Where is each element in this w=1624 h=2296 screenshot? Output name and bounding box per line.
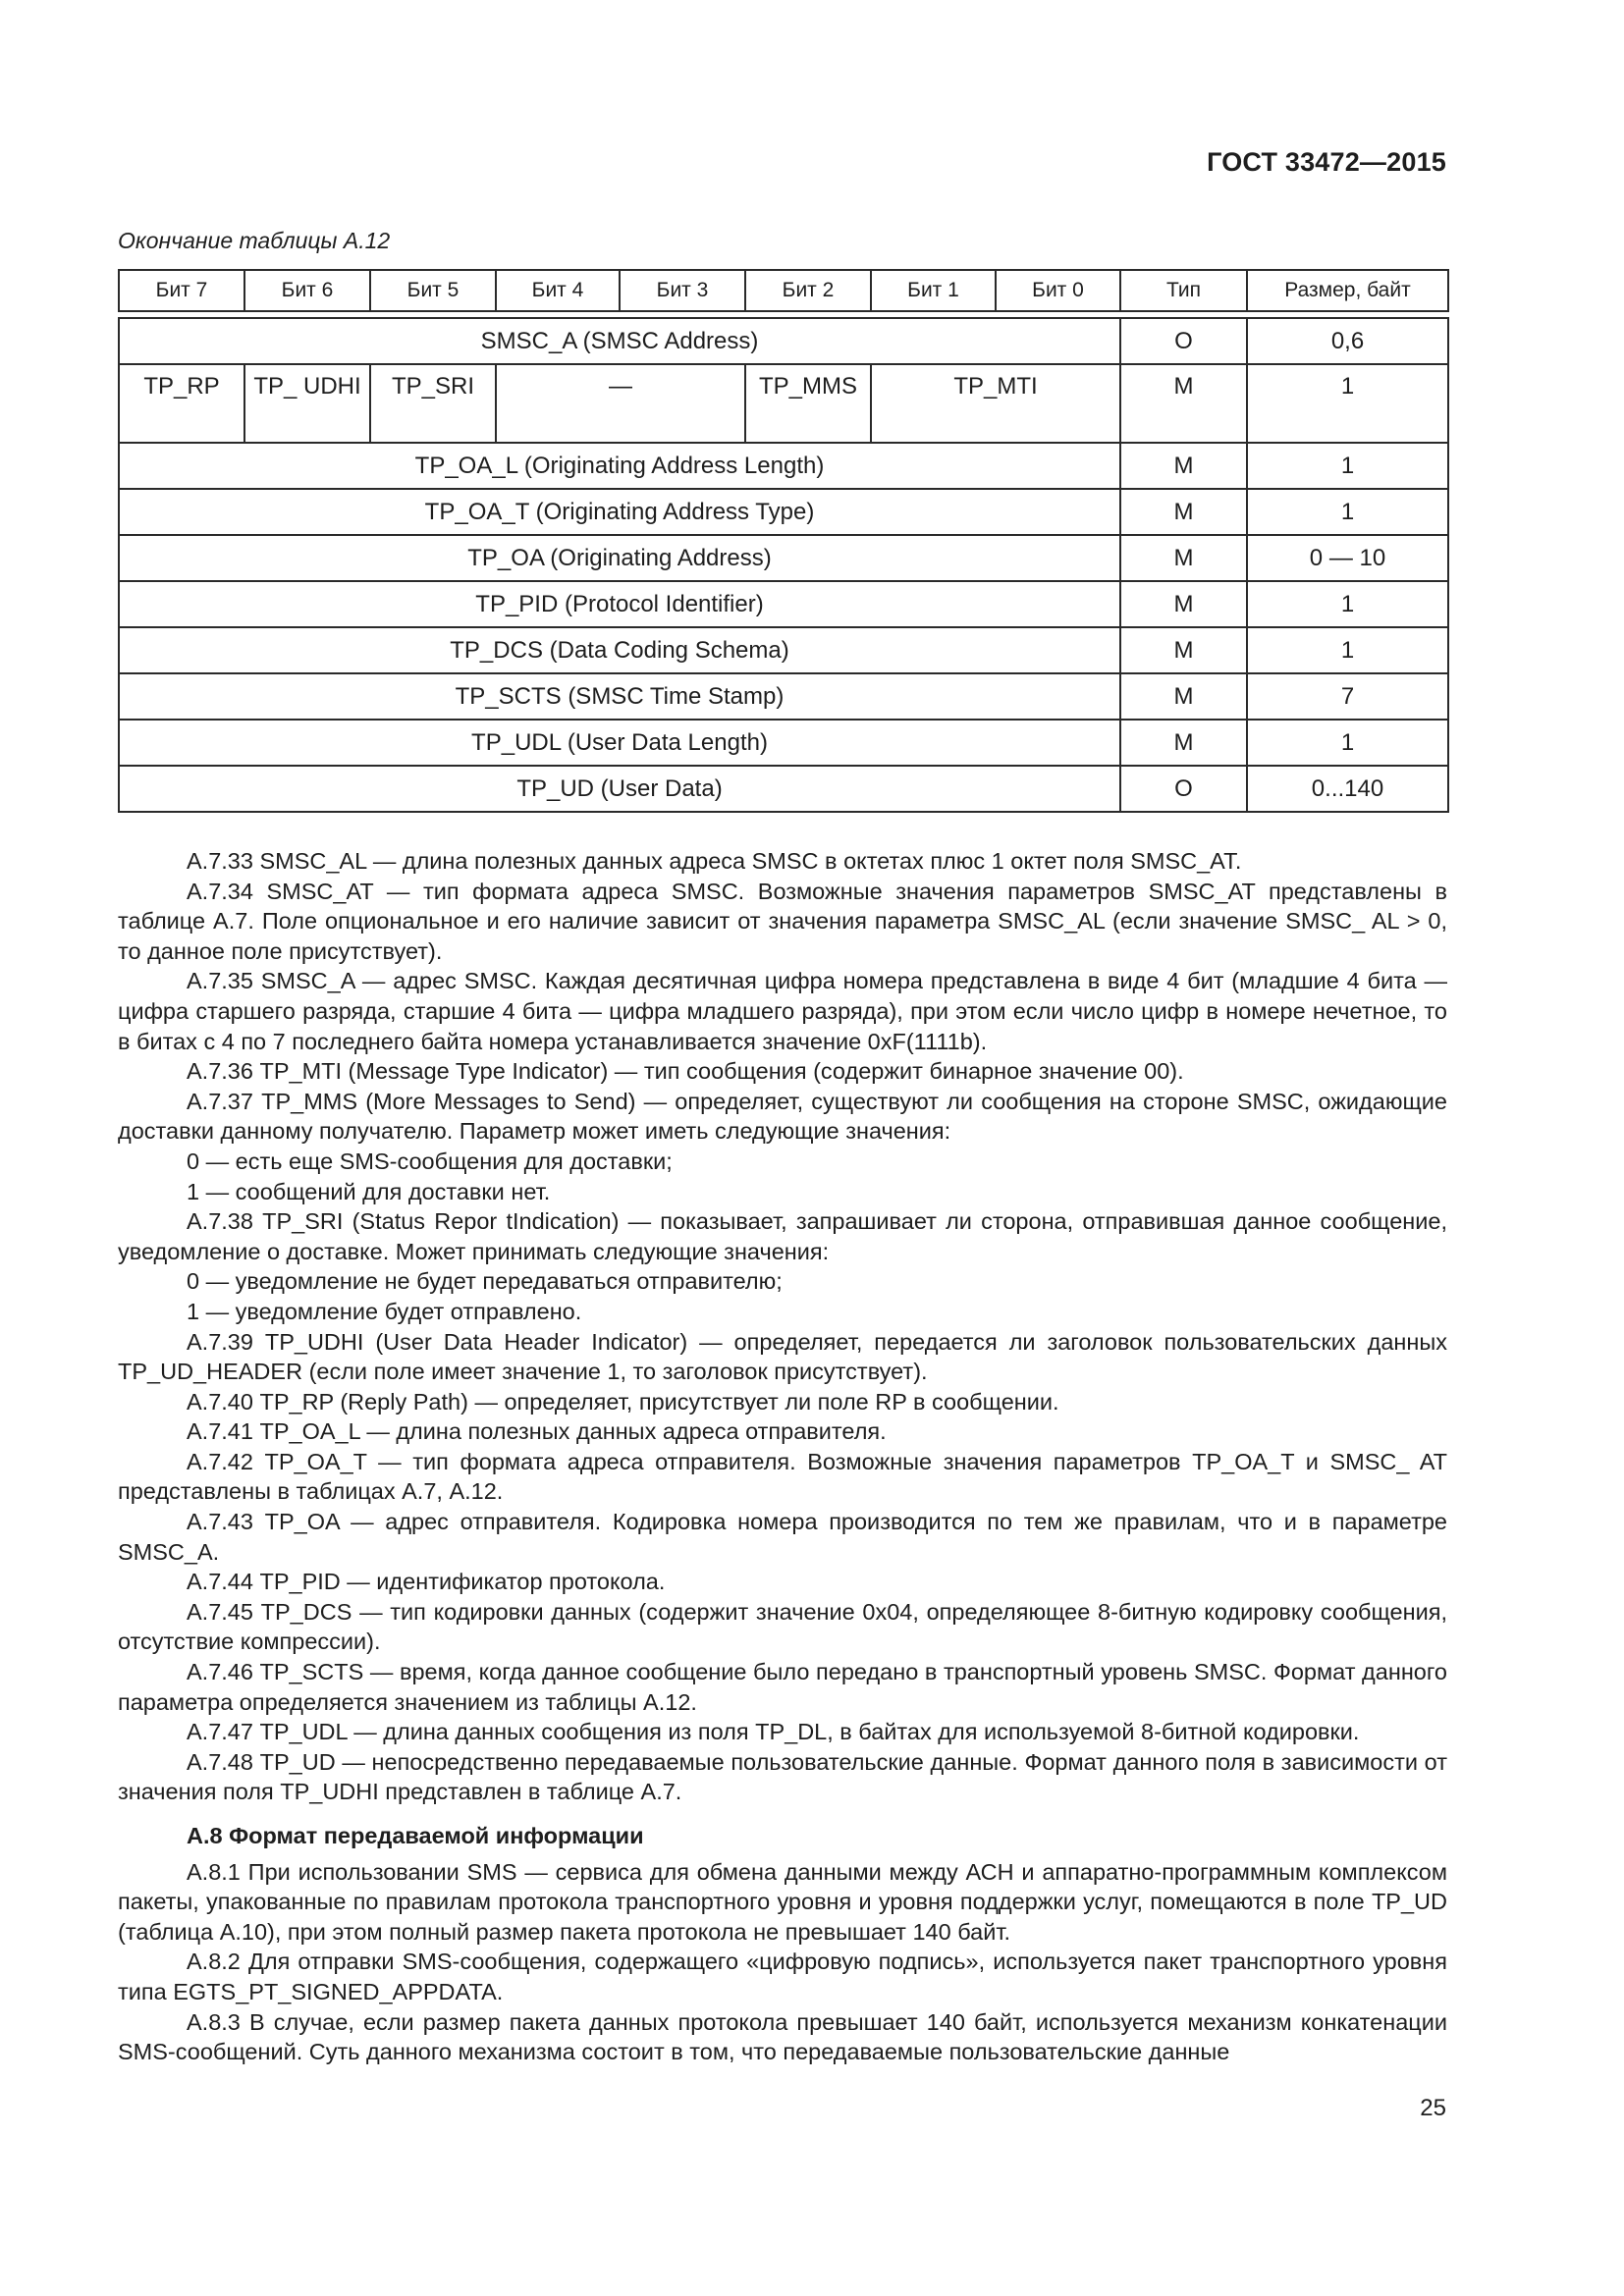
field-cell: TP_UD (User Data) (119, 766, 1120, 812)
table-header-row (119, 270, 1448, 311)
table-row (119, 535, 1448, 581)
field-cell: TP_SCTS (SMSC Time Stamp) (119, 673, 1120, 720)
header-cell: Размер, байт (1247, 270, 1448, 311)
field-cell: TP_OA (Originating Address) (119, 535, 1120, 581)
type-cell: O (1120, 318, 1247, 364)
size-cell: 1 (1247, 581, 1448, 627)
table-header-separator (119, 311, 1448, 318)
size-cell: 0...140 (1247, 766, 1448, 812)
table-row (119, 720, 1448, 766)
page-number: 25 (1420, 2095, 1446, 2121)
size-cell: 1 (1247, 364, 1448, 443)
paragraph-a7-35: А.7.35 SMSC_A — адрес SMSC. Каждая десятичная цифра номера представлена в виде 4 бит (младшие 4 бита — цифра старшего разряда, старшие 4 бита — цифра младшего разряда), при этом если число цифр в номере нечетное, то в битах с 4 по 7 последнего байта номера устанавливается значение 0xF(1111b). (118, 968, 1447, 1054)
paragraph-a7-48: А.7.48 TP_UD — непосредственно передаваемые пользовательские данные. Формат данного поля в зависимости от значения поля TP_UDHI представлен в таблице А.7. (118, 1748, 1447, 1805)
type-cell: M (1120, 364, 1247, 443)
table-caption: Окончание таблицы А.12 (118, 228, 391, 253)
list-item: 0 — уведомление не будет передаваться отправителю; (187, 1268, 783, 1295)
paragraph-a7-43: А.7.43 TP_OA — адрес отправителя. Кодировка номера производится по тем же правилам, что и в параметре SMSC_A. (118, 1509, 1447, 1565)
list-item: 1 — уведомление будет отправлено. (187, 1298, 582, 1324)
paragraph-a7-45: А.7.45 TP_DCS — тип кодировки данных (содержит значение 0x04, определяющее 8-битную кодировку сообщения, отсутствие компрессии). (118, 1598, 1447, 1655)
paragraph-a7-40: А.7.40 TP_RP (Reply Path) — определяет, присутствует ли поле RP в сообщении. (187, 1388, 1059, 1415)
size-cell: 1 (1247, 720, 1448, 766)
paragraph-a7-33: А.7.33 SMSC_AL — длина полезных данных адреса SMSC в октетах плюс 1 октет поля SMSC_AT. (187, 848, 1242, 874)
table-row (119, 318, 1448, 364)
size-cell: 0 — 10 (1247, 535, 1448, 581)
header-cell: Бит 6 (244, 270, 370, 311)
paragraph-a7-42: А.7.42 TP_OA_T — тип формата адреса отправителя. Возможные значения параметров TP_OA_T и SMSC_ AT представлены в таблицах А.7, А.12. (118, 1448, 1447, 1505)
type-cell: M (1120, 720, 1247, 766)
field-cell: TP_OA_T (Originating Address Type) (119, 489, 1120, 535)
paragraph-a7-34: А.7.34 SMSC_AT — тип формата адреса SMSC. Возможные значения параметров SMSC_AT представлены в таблице А.7. Поле опциональное и его наличие зависит от значения параметра SMSC_AL (если значение SMSC_ AL > 0, то данное поле присутствует). (118, 878, 1447, 964)
bit5-cell: TP_SRI (370, 364, 496, 443)
list-item: 1 — сообщений для доставки нет. (187, 1178, 551, 1204)
size-cell: 1 (1247, 443, 1448, 489)
header-cell: Бит 3 (620, 270, 745, 311)
paragraph-a7-37: А.7.37 TP_MMS (More Messages to Send) — определяет, существуют ли сообщения на стороне SMSC, ожидающие доставки данному получателю. Параметр может иметь следующие значения: (118, 1088, 1447, 1145)
paragraph-a7-41: А.7.41 TP_OA_L — длина полезных данных адреса отправителя. (187, 1418, 887, 1445)
field-cell: TP_PID (Protocol Identifier) (119, 581, 1120, 627)
type-cell: M (1120, 489, 1247, 535)
bit1-0-cell: TP_MTI (871, 364, 1120, 443)
paragraph-a8-3: А.8.3 В случае, если размер пакета данных протокола превышает 140 байт, используется механизм конкатенации SMS-сообщений. Суть данного механизма состоит в том, что передаваемые пользовательские данные (118, 2008, 1447, 2065)
size-cell: 7 (1247, 673, 1448, 720)
type-cell: M (1120, 535, 1247, 581)
paragraph-a7-47: А.7.47 TP_UDL — длина данных сообщения из поля TP_DL, в байтах для используемой 8-битной кодировки. (187, 1719, 1360, 1745)
header-cell: Бит 1 (871, 270, 996, 311)
field-cell: TP_OA_L (Originating Address Length) (119, 443, 1120, 489)
paragraph-a7-44: А.7.44 TP_PID — идентификатор протокола. (187, 1569, 666, 1595)
type-cell: M (1120, 627, 1247, 673)
table-row (119, 766, 1448, 812)
type-cell: O (1120, 766, 1247, 812)
field-cell: TP_DCS (Data Coding Schema) (119, 627, 1120, 673)
bit4-3-cell: — (496, 364, 745, 443)
header-cell: Бит 7 (119, 270, 244, 311)
body-text (118, 846, 1447, 2067)
table-row (119, 627, 1448, 673)
document-standard-header: ГОСТ 33472—2015 (1207, 147, 1446, 177)
size-cell: 0,6 (1247, 318, 1448, 364)
section-heading-a8: А.8 Формат передаваемой информации (187, 1823, 644, 1848)
table-row (119, 673, 1448, 720)
header-cell: Тип (1120, 270, 1247, 311)
bit2-cell: TP_MMS (745, 364, 871, 443)
paragraph-a7-36: А.7.36 TP_MTI (Message Type Indicator) — тип сообщения (содержит бинарное значение 00). (187, 1058, 1184, 1085)
bit6-cell: TP_ UDHI (244, 364, 370, 443)
bit7-cell: TP_RP (119, 364, 244, 443)
header-cell: Бит 5 (370, 270, 496, 311)
paragraph-a7-39: А.7.39 TP_UDHI (User Data Header Indicator) — определяет, передается ли заголовок пользовательских данных TP_UD_HEADER (если поле имеет значение 1, то заголовок присутствует). (118, 1328, 1447, 1385)
size-cell: 1 (1247, 627, 1448, 673)
table-row-bits (119, 364, 1448, 443)
table-row (119, 581, 1448, 627)
table-row (119, 489, 1448, 535)
header-cell: Бит 4 (496, 270, 620, 311)
type-cell: M (1120, 673, 1247, 720)
size-cell: 1 (1247, 489, 1448, 535)
field-cell: SMSC_A (SMSC Address) (119, 318, 1120, 364)
sms-format-table (118, 269, 1449, 813)
table-row (119, 443, 1448, 489)
header-cell: Бит 2 (745, 270, 871, 311)
type-cell: M (1120, 581, 1247, 627)
list-item: 0 — есть еще SMS-сообщения для доставки; (187, 1148, 673, 1174)
paragraph-a8-2: А.8.2 Для отправки SMS-сообщения, содержащего «цифровую подпись», используется пакет транспортного уровня типа EGTS_PT_SIGNED_APPDATA. (118, 1949, 1447, 2004)
paragraph-a7-46: А.7.46 TP_SCTS — время, когда данное сообщение было передано в транспортный уровень SMSC. Формат данного параметра определяется значением из таблицы А.12. (118, 1659, 1447, 1715)
header-cell: Бит 0 (996, 270, 1120, 311)
field-cell: TP_UDL (User Data Length) (119, 720, 1120, 766)
type-cell: M (1120, 443, 1247, 489)
paragraph-a7-38: А.7.38 TP_SRI (Status Repor tIndication) — показывает, запрашивает ли сторона, отправившая данное сообщение, уведомление о доставке. Может принимать следующие значения: (118, 1208, 1447, 1264)
paragraph-a8-1: А.8.1 При использовании SMS — сервиса для обмена данными между АСН и аппаратно-программным комплексом пакеты, упакованные по правилам протокола транспортного уровня и уровня поддержки услуг, помещаются в поле TP_UD (таблица А.10), при этом полный размер пакета протокола не превышает 140 байт. (118, 1858, 1447, 1945)
